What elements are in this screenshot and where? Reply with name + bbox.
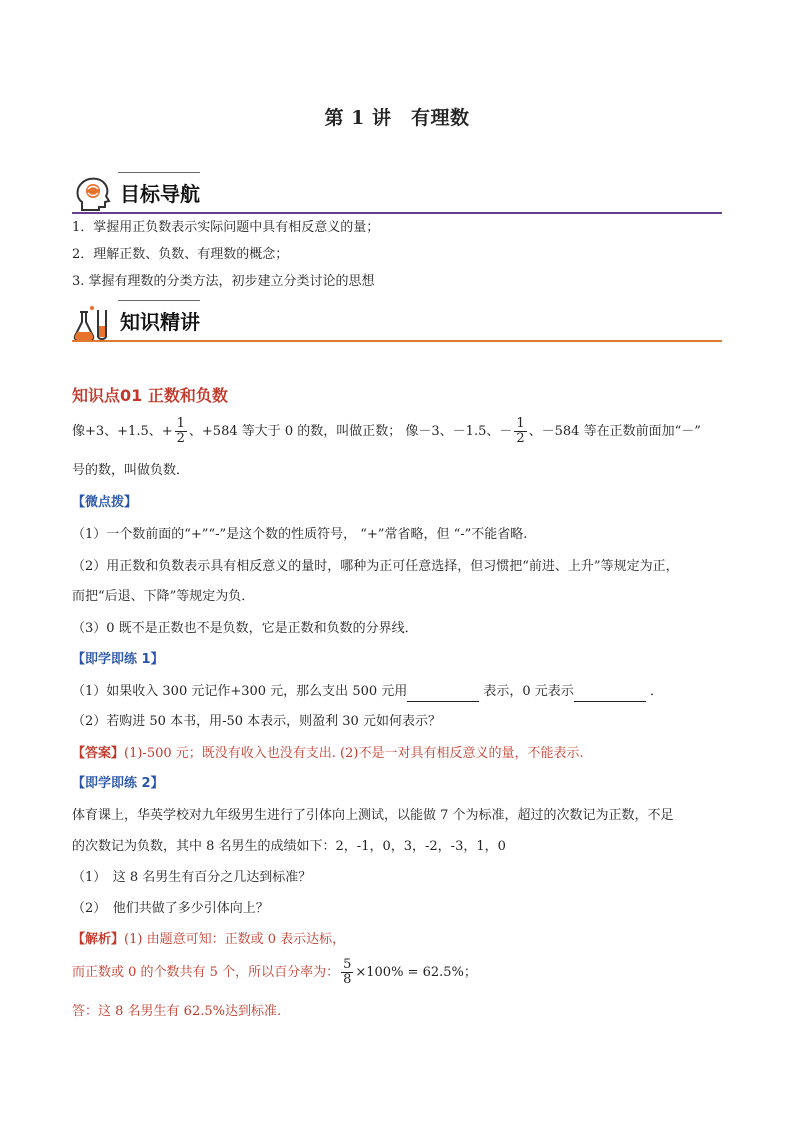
section-header-knowledge (72, 300, 722, 350)
answer-line (72, 745, 732, 763)
exercise-question: （1）如果收入 300 元记作+300 元，那么支出 500 元用 表示，0 元表示 ． (72, 683, 732, 702)
section-title: 知识精讲 (120, 310, 200, 334)
tip-item: 而把“后退、下降”等规定为负． (72, 589, 255, 604)
fraction: $\frac{1}{2}$ (516, 416, 525, 446)
exercise-tag: 【即学即练 2】 (72, 776, 164, 791)
goal-item: 3. 掌握有理数的分类方法，初步建立分类讨论的思想 (72, 274, 375, 289)
section-underline (72, 340, 722, 342)
exercise-tag: 【即学即练 1】 (72, 652, 164, 667)
tip-tag: 【微点拨】 (72, 495, 138, 510)
exercise-paragraph: 的次数记为负数，其中 8 名男生的成绩如下：2，-1，0，3，-2，-3，1，0 (72, 839, 506, 854)
knowledge-point-title: 知识点01 正数和负数 (72, 386, 228, 405)
goal-item: 1．掌握用正负数表示实际问题中具有相反意义的量； (72, 220, 380, 235)
answer-blank (574, 683, 646, 702)
answer-tag: 【答案】 (72, 746, 125, 761)
solution-tag: 【解析】 (72, 932, 125, 947)
solution-line: 【解析】(1) 由题意可知：正数或 0 表示达标， (72, 932, 346, 947)
section-header-goals (72, 172, 722, 222)
exercise-paragraph: 体育课上，华英学校对九年级男生进行了引体向上测试，以能做 7 个为标准，超过的次数记为正数，不足 (72, 808, 674, 823)
definition-paragraph: 像+3、+1.5、+ $\frac{1}{2}$ 、+584 等大于 0 的数，叫做正数； 像－3、－1.5、－ $\frac{1}{2}$ 、－584 等在正数前面加“－” (72, 416, 701, 446)
brain-head-icon (72, 174, 114, 216)
fraction: $\frac{5}{8}$ (343, 957, 352, 987)
exercise-question: （1） 这 8 名男生有百分之几达到标准？ (72, 870, 312, 885)
solution-conclusion: 答：这 8 名男生有 62.5%达到标准. (72, 1004, 282, 1019)
solution-line: 而正数或 0 的个数共有 5 个，所以百分率为： $\frac{5}{8}$ ×100% = 62.5%； (72, 957, 477, 987)
header-decoration-line (118, 300, 200, 301)
lab-flask-icon (72, 302, 114, 344)
definition-paragraph-cont: 号的数，叫做负数． (72, 463, 190, 478)
answer-blank (407, 683, 479, 702)
header-decoration-line (118, 172, 200, 173)
tip-item: （1）一个数前面的“+”“-”是这个数的性质符号， “+”常省略，但 “-”不能省略. (72, 527, 528, 542)
exercise-question: （2） 他们共做了多少引体向上？ (72, 901, 269, 916)
section-underline (72, 212, 722, 214)
section-title: 目标导航 (120, 182, 200, 206)
answer-text: (1)-500 元；既没有收入也没有支出. (2)不是一对具有相反意义的量，不能表示. (124, 746, 584, 761)
tip-item: （2）用正数和负数表示具有相反意义的量时，哪种为正可任意选择，但习惯把“前进、上升”等规定为正， (72, 559, 679, 574)
goal-item: 2．理解正数、负数、有理数的概念； (72, 247, 289, 262)
tip-item: （3）0 既不是正数也不是负数，它是正数和负数的分界线． (72, 621, 418, 636)
exercise-question: （2）若购进 50 本书，用-50 本表示，则盈利 30 元如何表示？ (72, 714, 441, 729)
page-title: 第 1 讲 有理数 (324, 107, 470, 129)
fraction: $\frac{1}{2}$ (176, 416, 185, 446)
